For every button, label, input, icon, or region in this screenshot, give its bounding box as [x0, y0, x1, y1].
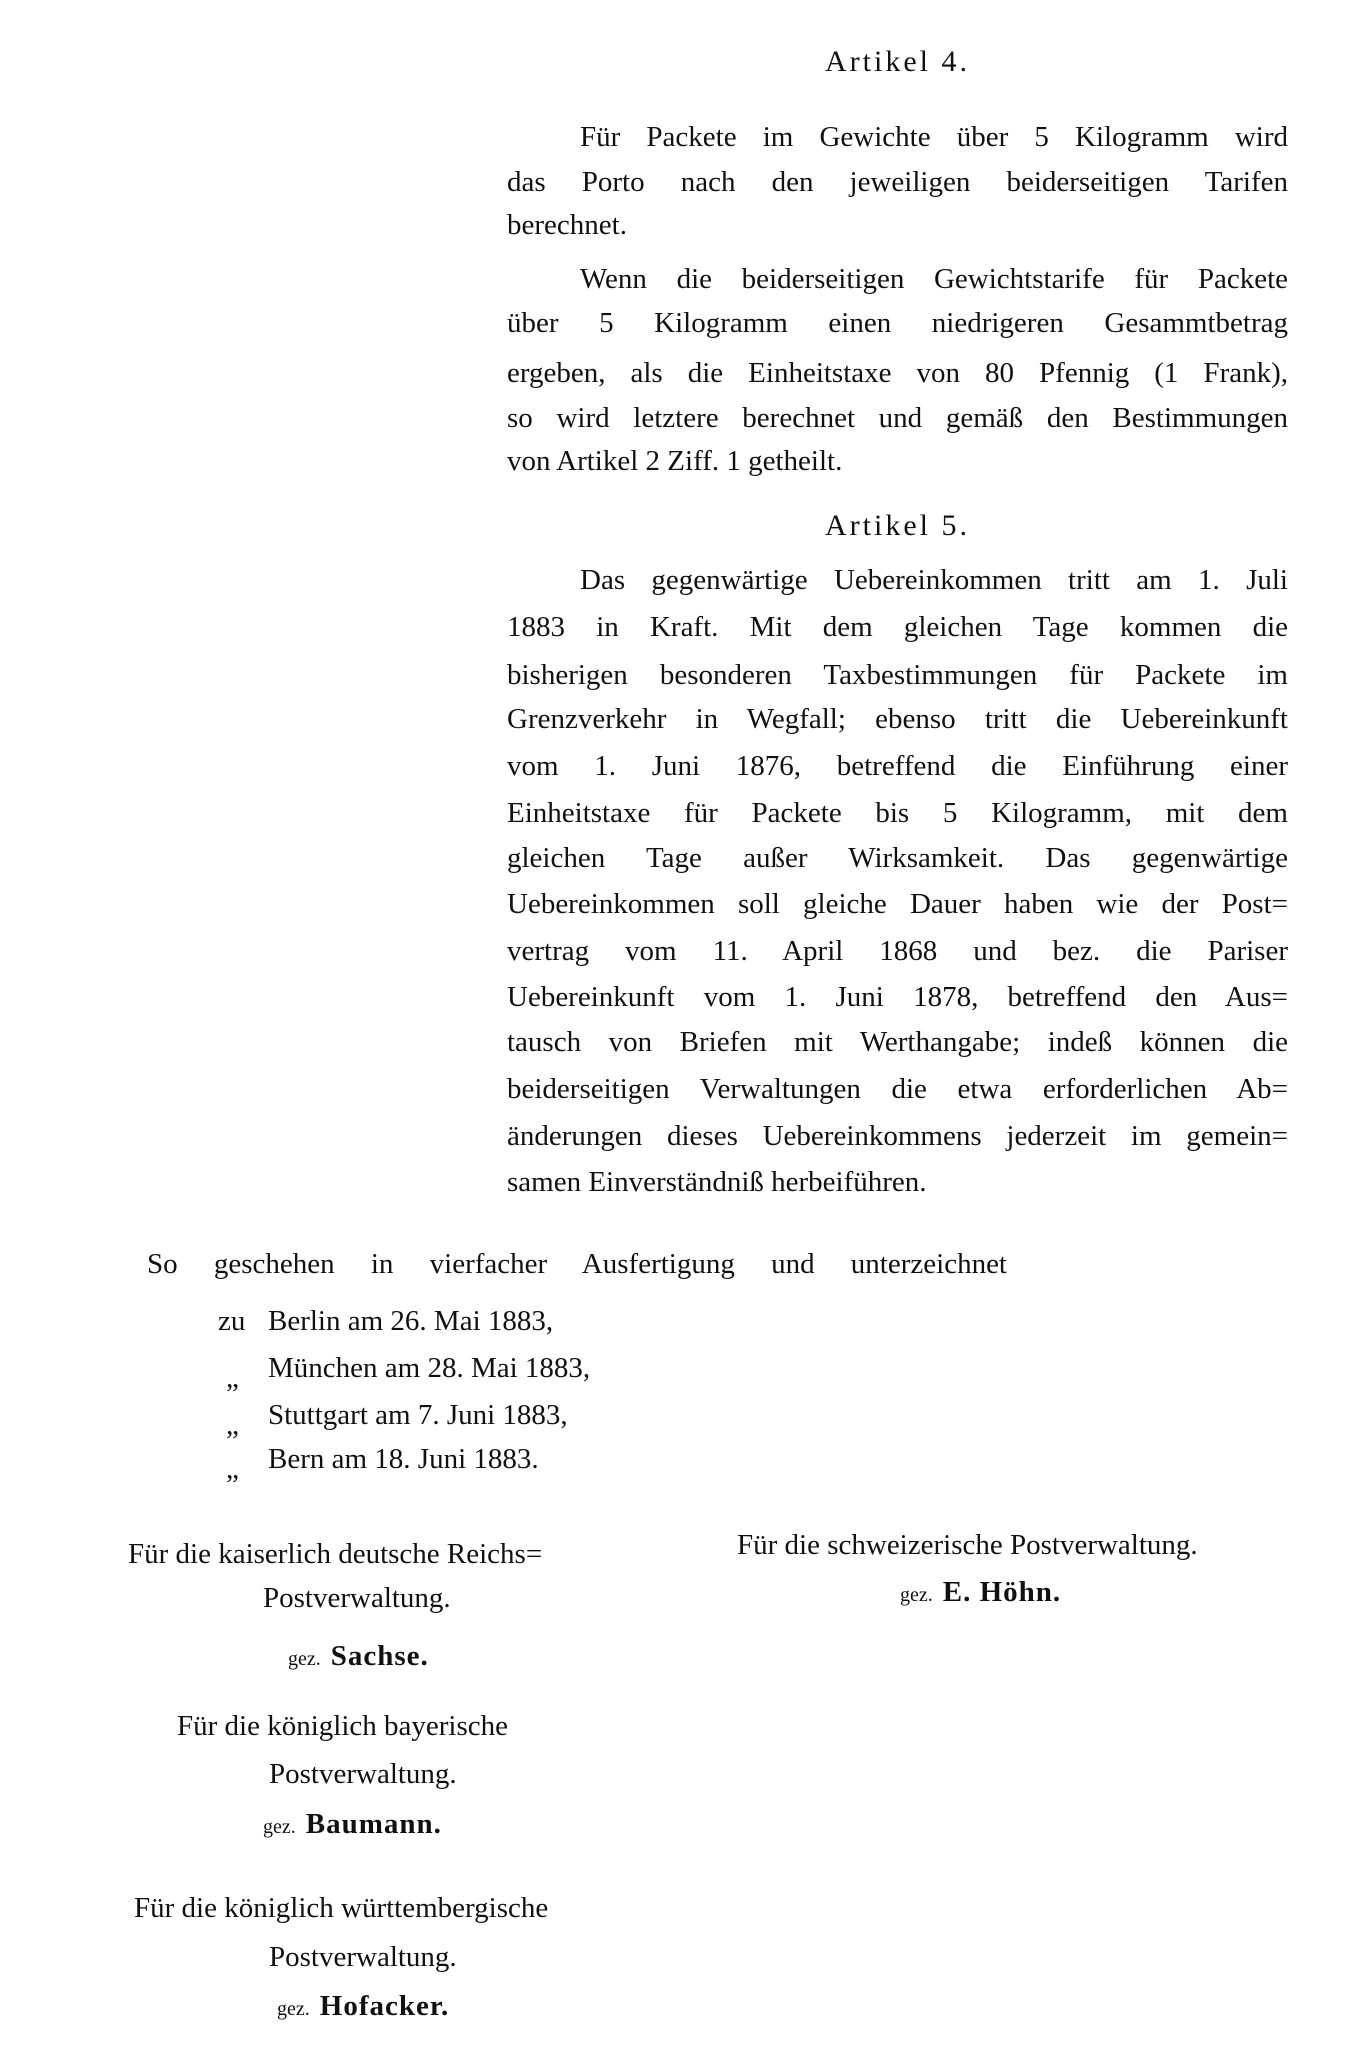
article-5-para-line: Grenzverkehr in Wegfall; ebenso tritt die Uebereinkunft [507, 703, 1288, 735]
place-date: Stuttgart am 7. Juni 1883, [268, 1399, 568, 1431]
place-date-line [218, 1442, 539, 1485]
article-5-para-line: Uebereinkommen soll gleiche Dauer haben wie der Post= [507, 888, 1288, 920]
place-date-line [218, 1304, 553, 1338]
article-4-para-1-line: Für Packete im Gewichte über 5 Kilogramm wird [580, 121, 1288, 153]
gez-label: gez. [263, 1816, 296, 1838]
article-4-title: Artikel 4. [825, 45, 970, 78]
signature-block [288, 1639, 429, 1673]
ditto-mark: „ [226, 1362, 239, 1394]
gez-label: gez. [900, 1584, 933, 1606]
place-date: München am 28. Mai 1883, [268, 1352, 591, 1384]
article-4-para-2-line: so wird letztere berechnet und gemäß den Bestimmungen [507, 402, 1288, 434]
article-4-para-2-line: über 5 Kilogramm einen niedrigeren Gesammtbetrag [507, 307, 1288, 339]
signatory-name: E. Höhn. [942, 1576, 1062, 1608]
article-4-para-2-line: von Artikel 2 Ziff. 1 getheilt. [507, 445, 843, 477]
article-4-para-2-line: ergeben, als die Einheitstaxe von 80 Pfennig (1 Frank), [507, 357, 1288, 389]
article-5-para-line: tausch von Briefen mit Werthangabe; indeß können die [507, 1026, 1288, 1058]
article-5-para-line: Einheitstaxe für Packete bis 5 Kilogramm, mit dem [507, 797, 1288, 829]
article-5-para-line: 1883 in Kraft. Mit dem gleichen Tage kommen die [507, 611, 1288, 643]
signature-authority-line: Postverwaltung. [269, 1758, 457, 1790]
gez-label: gez. [277, 1998, 310, 2020]
signature-authority-line: Für die königlich württembergische [134, 1892, 549, 1924]
article-5-para-line: Das gegenwärtige Uebereinkommen tritt am 1. Juli [580, 564, 1288, 596]
article-5-para-line: samen Einverständniß herbeiführen. [507, 1166, 927, 1198]
signature-block [277, 1989, 449, 2023]
signature-authority-line: Für die kaiserlich deutsche Reichs= [128, 1538, 543, 1570]
place-date: Berlin am 26. Mai 1883, [268, 1305, 554, 1337]
signatory-name: Baumann. [305, 1808, 442, 1840]
article-5-para-line: vom 1. Juni 1876, betreffend die Einführung einer [507, 750, 1288, 782]
signature-block [900, 1575, 1061, 1609]
article-4-para-2-line: Wenn die beiderseitigen Gewichtstarife für Packete [580, 263, 1288, 295]
place-prefix: zu [218, 1305, 246, 1337]
gez-label: gez. [288, 1648, 321, 1670]
article-5-title: Artikel 5. [825, 509, 970, 542]
signature-authority-line: Für die schweizerische Postverwaltung. [737, 1529, 1198, 1561]
article-4-para-1-line: das Porto nach den jeweiligen beiderseitigen Tarifen [507, 166, 1288, 198]
signatory-name: Hofacker. [319, 1990, 450, 2022]
signature-authority-line: Für die königlich bayerische [177, 1710, 508, 1742]
article-5-para-line: gleichen Tage außer Wirksamkeit. Das gegenwärtige [507, 842, 1288, 874]
signatory-name: Sachse. [330, 1640, 429, 1672]
signature-block [263, 1807, 442, 1841]
place-date: Bern am 18. Juni 1883. [268, 1443, 539, 1475]
article-5-para-line: vertrag vom 11. April 1868 und bez. die Pariser [507, 935, 1288, 967]
article-5-para-line: Uebereinkunft vom 1. Juni 1878, betreffend den Aus= [507, 981, 1288, 1013]
signature-authority-line: Postverwaltung. [269, 1941, 457, 1973]
ditto-mark: „ [226, 1453, 239, 1485]
closing-statement: So geschehen in vierfacher Ausfertigung und unterzeichnet [147, 1248, 1007, 1280]
article-5-para-line: bisherigen besonderen Taxbestimmungen für Packete im [507, 659, 1288, 691]
ditto-mark: „ [226, 1409, 239, 1441]
article-5-para-line: änderungen dieses Uebereinkommens jederzeit im gemein= [507, 1120, 1288, 1152]
signature-authority-line: Postverwaltung. [263, 1582, 451, 1614]
article-4-para-1-line: berechnet. [507, 209, 627, 241]
place-date-line [218, 1398, 568, 1441]
place-date-line [218, 1351, 591, 1394]
article-5-para-line: beiderseitigen Verwaltungen die etwa erforderlichen Ab= [507, 1073, 1288, 1105]
